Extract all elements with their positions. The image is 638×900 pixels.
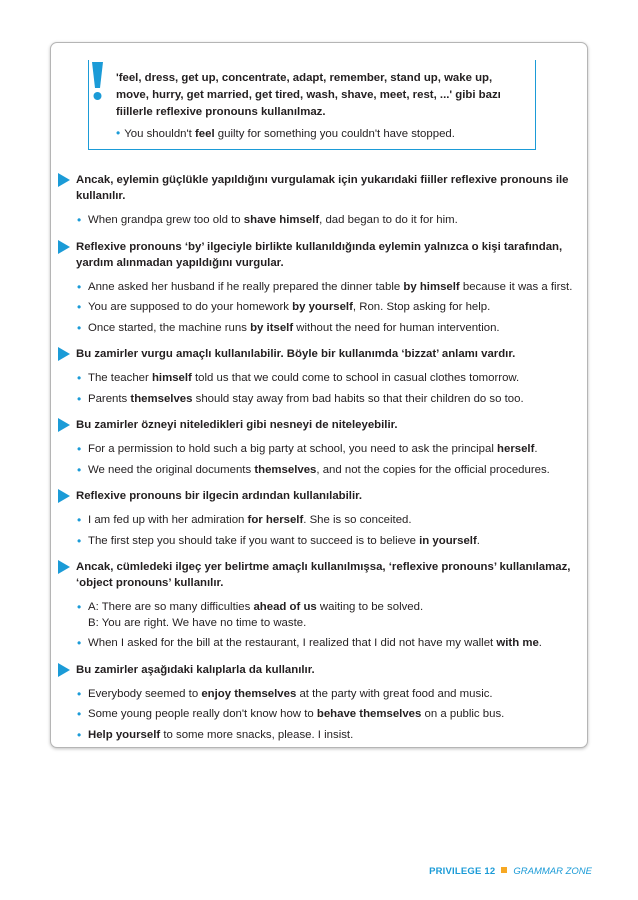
triangle-bullet-icon	[58, 173, 70, 187]
highlight-phrase: behave themselves	[316, 708, 422, 720]
example-sentence	[88, 321, 580, 337]
example-item	[77, 280, 580, 296]
highlight-phrase: enjoy themselves	[201, 687, 297, 700]
example-sentence	[88, 280, 580, 296]
footer-square-icon	[501, 867, 507, 873]
example-item	[77, 300, 580, 316]
triangle-bullet-icon	[58, 418, 70, 432]
exclamation-icon	[88, 60, 106, 102]
rule-text: Reflexive pronouns ‘by’ ilgeciyle birlikte kullanıldığında eylemin yalnızca o kişi tarafından, yardım alınmadan yapıldığını vurgular.	[76, 240, 563, 269]
note-text: 'feel, dress, get up, concentrate, adapt, remember, stand up, wake up, move, hurry, get married, get tired, wash, shave, meet, rest, ...' gibi bazı fiillerle reflexive pronouns kullanılmaz.	[116, 72, 501, 118]
page-footer	[429, 866, 592, 877]
bullet-icon: •	[77, 300, 82, 314]
highlight-phrase: themselves	[130, 392, 193, 405]
example-sentence	[88, 513, 580, 529]
example-text: , dad began to do it for him.	[319, 214, 458, 226]
example-text: Once started, the machine runs	[88, 321, 251, 334]
highlight-phrase: themselves	[254, 463, 317, 476]
rule-text: Ancak, cümledeki ilgeç yer belirtme amaçlı kullanılmışsa, ‘reflexive pronouns’ kullanılamaz, ‘object pronouns’ kullanılır.	[76, 561, 571, 589]
rule-heading	[58, 172, 580, 204]
example-item	[77, 707, 580, 723]
example-item	[77, 687, 580, 703]
example-item	[77, 600, 580, 631]
bullet-icon: •	[77, 513, 82, 527]
rule-heading	[58, 417, 580, 433]
example-sentence	[88, 687, 580, 703]
example-text: A: There are so many difficulties	[88, 601, 254, 613]
footer-section: GRAMMAR ZONE	[513, 866, 592, 877]
rule-text: Bu zamirler vurgu amaçlı kullanılabilir. Böyle bir kullanımda ‘bizzat’ anlamı vardır.	[76, 348, 516, 360]
highlight-phrase: by himself	[403, 280, 460, 293]
example-item	[77, 636, 580, 652]
bullet-icon: •	[77, 442, 82, 456]
bullet-icon: •	[77, 533, 82, 548]
example-item	[77, 463, 580, 479]
example-text: The teacher	[88, 372, 152, 384]
highlight-phrase: by itself	[250, 321, 294, 334]
rule-heading	[58, 662, 580, 678]
triangle-bullet-icon	[58, 489, 70, 503]
bullet-icon: •	[77, 320, 82, 335]
rule-heading	[58, 488, 580, 504]
example-sentence	[88, 300, 580, 316]
highlight-phrase: Help yourself	[88, 728, 161, 741]
example-sentence	[88, 707, 580, 723]
example-sentence	[88, 600, 580, 631]
example-text: Anne asked her husband if he really prepared the dinner table	[88, 280, 404, 293]
bullet-icon: •	[77, 213, 82, 227]
example-text: You shouldn't	[124, 128, 195, 140]
example-text: guilty for something you couldn't have stopped.	[214, 128, 455, 140]
example-text: For a permission to hold such a big party at school, you need to ask the principal	[88, 443, 498, 455]
example-text: because it was a first.	[459, 280, 573, 293]
example-item	[77, 213, 580, 229]
highlight-phrase: in yourself	[419, 534, 477, 547]
rules-list	[58, 172, 580, 743]
highlight-phrase: himself	[151, 372, 192, 384]
rule-heading	[58, 559, 580, 591]
example-sentence	[88, 463, 580, 479]
example-item	[77, 442, 580, 458]
example-sentence	[88, 728, 580, 744]
example-text: We need the original documents	[88, 463, 255, 476]
example-text: .	[534, 443, 538, 455]
highlight-phrase: ahead of us	[253, 601, 317, 613]
rule-heading	[58, 239, 580, 271]
example-text: You are supposed to do your homework	[88, 301, 293, 313]
example-sentence	[88, 392, 580, 408]
note-example	[116, 125, 526, 142]
example-text: The first step you should take if you want to succeed is to believe	[88, 534, 420, 547]
example-text: When grandpa grew too old to	[88, 214, 244, 226]
example-item	[77, 321, 580, 337]
example-sentence	[88, 213, 580, 229]
bullet-icon: •	[77, 279, 82, 294]
example-text: B: You are right. We have no time to waste.	[88, 616, 307, 629]
bullet-icon: •	[116, 126, 121, 140]
bullet-icon: •	[77, 391, 82, 406]
example-text: Some young people really don't know how to	[88, 708, 317, 720]
bullet-icon: •	[77, 600, 82, 614]
example-text: When I asked for the bill at the restaurant, I realized that I did not have my wallet	[88, 637, 497, 649]
example-item	[77, 534, 580, 550]
example-sentence	[88, 534, 580, 550]
example-text: told us that we could come to school in casual clothes tomorrow.	[191, 372, 520, 384]
example-sentence	[88, 636, 580, 652]
highlight-phrase: feel	[195, 128, 215, 140]
bullet-icon: •	[77, 707, 82, 721]
example-text: Everybody seemed to	[88, 687, 202, 700]
example-text: . She is so conceited.	[303, 514, 412, 526]
triangle-bullet-icon	[58, 240, 70, 254]
example-item	[77, 392, 580, 408]
rule-text: Bu zamirler özneyi niteledikleri gibi nesneyi de niteleyebilir.	[76, 419, 398, 431]
footer-book: PRIVILEGE 12	[429, 866, 496, 877]
bullet-icon: •	[77, 462, 82, 477]
example-text: , Ron. Stop asking for help.	[352, 301, 491, 313]
bullet-icon: •	[77, 371, 82, 385]
example-text: Parents	[88, 392, 131, 405]
rule-text: Bu zamirler aşağıdaki kalıplarla da kullanılır.	[76, 663, 315, 676]
highlight-phrase: with me	[496, 637, 539, 649]
rule-text: Ancak, eylemin güçlükle yapıldığını vurgulamak için yukarıdaki fiiller reflexive pronouns ile kullanılır.	[76, 174, 569, 202]
example-text: .	[476, 534, 480, 547]
triangle-bullet-icon	[58, 663, 70, 677]
example-text: .	[538, 637, 542, 649]
bullet-icon: •	[77, 727, 82, 742]
example-sentence	[88, 442, 580, 458]
example-item	[77, 728, 580, 744]
bullet-icon: •	[77, 686, 82, 701]
highlight-phrase: by yourself	[292, 301, 353, 313]
triangle-bullet-icon	[58, 347, 70, 361]
example-text: waiting to be solved.	[316, 601, 424, 613]
example-item	[77, 371, 580, 387]
example-text: , and not the copies for the official procedures.	[316, 463, 550, 476]
example-sentence	[88, 371, 580, 387]
example-text: at the party with great food and music.	[296, 687, 493, 700]
example-text: should stay away from bad habits so that their children do so too.	[192, 392, 524, 405]
example-text: on a public bus.	[421, 708, 505, 720]
rule-heading	[58, 346, 580, 362]
example-text: I am fed up with her admiration	[88, 514, 248, 526]
example-item	[77, 513, 580, 529]
example-text: to some more snacks, please. I insist.	[160, 728, 354, 741]
highlight-phrase: shave himself	[243, 214, 320, 226]
triangle-bullet-icon	[58, 560, 70, 574]
highlight-phrase: herself	[497, 443, 535, 455]
highlight-phrase: for herself	[247, 514, 304, 526]
example-text: without the need for human intervention.	[293, 321, 500, 334]
rule-text: Reflexive pronouns bir ilgecin ardından kullanılabilir.	[76, 490, 363, 502]
bullet-icon: •	[77, 636, 82, 650]
